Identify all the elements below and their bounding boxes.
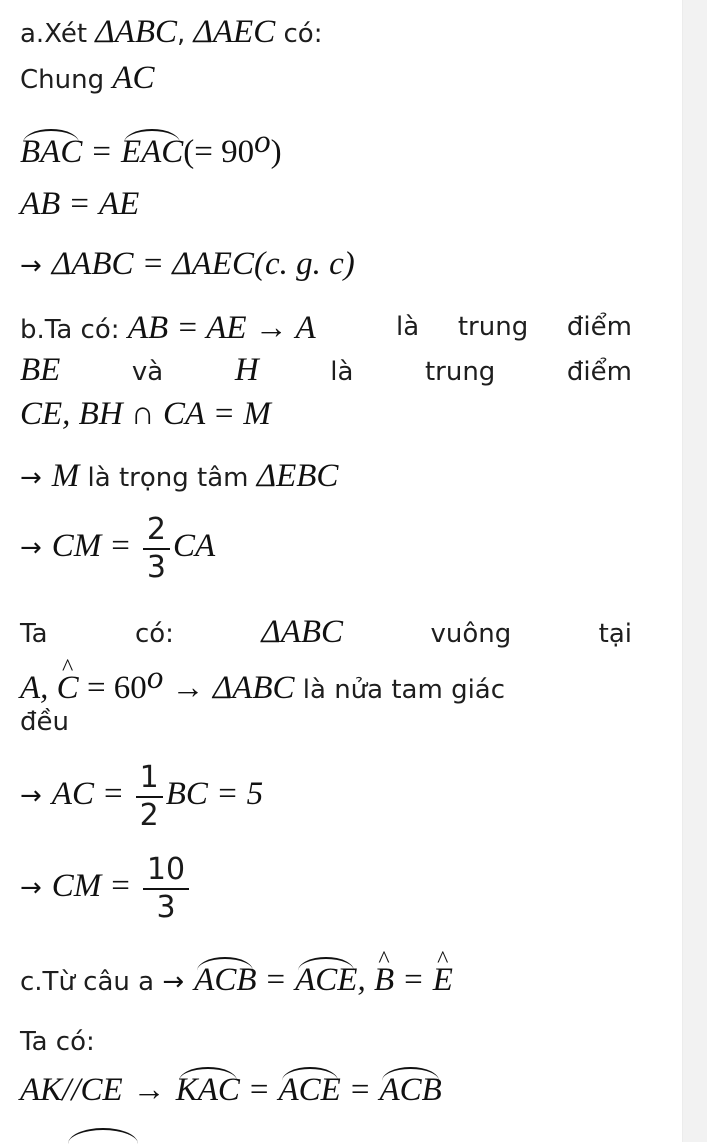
part-a-heading: a.Xét ΔABC, ΔAEC có:: [20, 14, 323, 50]
ac-half-bc-line: → AC = $\frac{1}{2}$ BC = 5: [20, 760, 264, 833]
fraction-two-thirds: $\frac{2}{3}$: [143, 512, 170, 586]
fraction-ten-thirds: $\frac{10}{3}$: [143, 852, 189, 926]
scrollbar-track[interactable]: [682, 0, 707, 1142]
part-b-line1: b.Ta có: AB = AE → A: [20, 310, 316, 346]
congruence-conclusion: → ΔABC = ΔAEC(c. g. c): [20, 246, 355, 282]
part-b-line3: CE, BH ∩ CA = M: [20, 396, 271, 432]
cm-result-line: → CM = $\frac{10}{3}$: [20, 852, 192, 926]
fraction-one-half: $\frac{1}{2}$: [136, 760, 163, 834]
part-c-ta-co: Ta có:: [20, 1027, 95, 1057]
centroid-line: → M là trọng tâm ΔEBC: [20, 458, 339, 494]
part-b-line2: BE và H là trung điểm: [20, 352, 632, 388]
parallel-angle-line: AK//CE → KAC = ACE = ACB: [20, 1072, 442, 1108]
common-side-line: Chung AC: [20, 60, 155, 96]
cm-two-thirds-line: → CM = $\frac{2}{3}$ CA: [20, 512, 216, 585]
half-equilateral-tail: đều: [20, 707, 69, 737]
angle-equality-line: BAC = $EAC(= 90^o)$: [20, 124, 282, 170]
part-b-line1-tail: là trung điểm: [396, 312, 632, 342]
part-b-right-triangle-line: Ta có: ΔABC vuông tại: [20, 614, 632, 650]
side-equality-line: AB = AE: [20, 186, 140, 222]
part-c-heading: c.Từ câu a → ACB = ACE, ^ B =^ E: [20, 962, 453, 999]
half-equilateral-line: A, ^ $C = 60^o \to \Delta ABC$ là nửa tam giác: [20, 660, 505, 707]
